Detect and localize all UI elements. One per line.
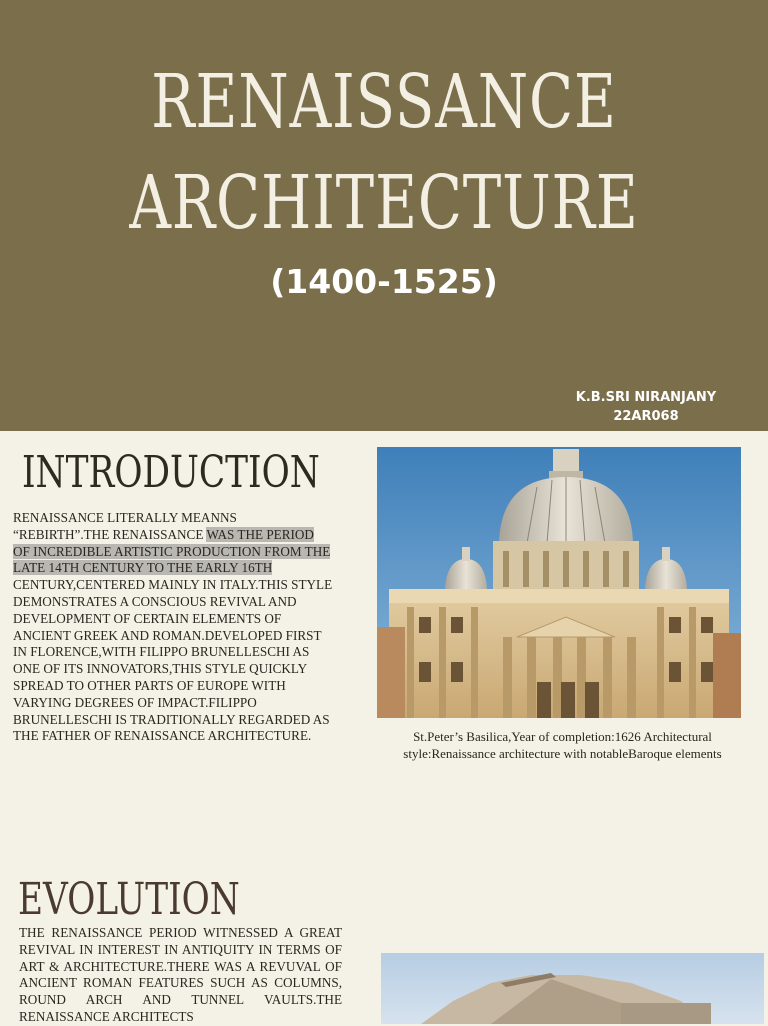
title-line-2: ARCHITECTURE [129, 160, 639, 246]
intro-text-end: CENTURY,CENTERED MAINLY IN ITALY.THIS STYLE DEMONSTRATES A CONSCIOUS REVIVAL AND DEVELOPMENT OF CERTAIN ELEMENTS OF ANCIENT GREEK AND ROMAN.DEVELOPED FIRST IN FLORENCE,WITH FILIPPO BRUNELLESCHI AS ONE OF ITS INNOVATORS,THIS STYLE QUICKLY SPREAD TO OTHER PARTS OF EUROPE WITH VARYING DEGREES OF IMPACT.FILIPPO BRUNELLESCHI IS TRADITIONALLY REGARDED AS THE FATHER OF RENAISSANCE ARCHITECTURE. [13, 577, 333, 744]
introduction-text [13, 510, 333, 745]
pantheon-photo [381, 953, 764, 1024]
author-id: 22AR068 [613, 409, 679, 424]
evolution-text: THE RENAISSANCE PERIOD WITNESSED A GREAT REVIVAL IN INTEREST IN ANTIQUITY IN TERMS OF ART & ARCHITECTURE.THERE WAS A REVUVAL OF ANCIENT ROMAN FEATURES SUCH AS COLUMNS, ROUND ARCH AND TUNNEL VAULTS.THE RENAISSANCE ARCHITECTS [19, 925, 342, 1024]
basilica-caption: St.Peter’s Basilica,Year of completion:1626 Architectural style:Renaissance architecture with notableBaroque elements [403, 729, 722, 761]
intro-text-start: RENAISSANCE LITERALLY MEANNS “REBIRTH”.THE RENAISSANCE [13, 510, 237, 542]
introduction-heading: INTRODUCTION [22, 447, 320, 498]
st-peters-basilica-photo [377, 447, 741, 718]
author-name: K.B.SRI NIRANJANY [575, 390, 717, 405]
intro-text-highlight: WAS THE PERIOD OF INCREDIBLE ARTISTIC PRODUCTION FROM THE LATE 14TH CENTURY TO THE EARLY 16TH [13, 526, 331, 576]
period-years: (1400-1525) [270, 262, 498, 301]
title-banner [0, 0, 768, 431]
title-line-1: RENAISSANCE [151, 59, 617, 145]
author-block [546, 388, 746, 426]
evolution-heading: EVOLUTION [18, 874, 240, 925]
